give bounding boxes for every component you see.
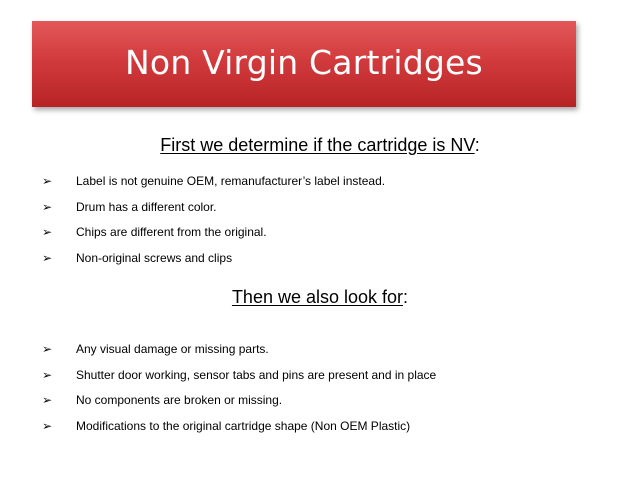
list-item-text: Label is not genuine OEM, remanufacturer’s label instead. <box>76 174 386 188</box>
list-item-text: Shutter door working, sensor tabs and pins are present and in place <box>76 367 437 382</box>
list-item-text: Modifications to the original cartridge shape (Non OEM Plastic) <box>76 418 411 433</box>
section-heading-text: Then we also look for <box>231 287 404 307</box>
arrow-bullet-icon: ➢ <box>42 367 53 382</box>
list-item-text: No components are broken or missing. <box>76 393 283 407</box>
list-item-text: Any visual damage or missing parts. <box>76 342 269 356</box>
slide-title: Non Virgin Cartridges <box>125 42 483 82</box>
arrow-bullet-icon: ➢ <box>42 418 53 433</box>
section-heading-colon: : <box>403 287 409 307</box>
section-heading-determine <box>0 135 640 155</box>
title-banner <box>32 21 576 107</box>
arrow-bullet-icon: ➢ <box>42 342 53 356</box>
section-heading-look-for <box>0 287 640 307</box>
list-item-text: Non-original screws and clips <box>76 250 233 265</box>
list-item-text: Drum has a different color. <box>76 199 217 214</box>
arrow-bullet-icon: ➢ <box>42 225 53 239</box>
arrow-bullet-icon: ➢ <box>42 393 53 407</box>
section-heading-text: First we determine if the cartridge is NV <box>160 135 475 155</box>
arrow-bullet-icon: ➢ <box>42 174 53 188</box>
arrow-bullet-icon: ➢ <box>42 199 53 214</box>
section-heading-colon: : <box>474 135 480 155</box>
arrow-bullet-icon: ➢ <box>42 250 53 265</box>
list-item-text: Chips are different from the original. <box>76 225 267 239</box>
